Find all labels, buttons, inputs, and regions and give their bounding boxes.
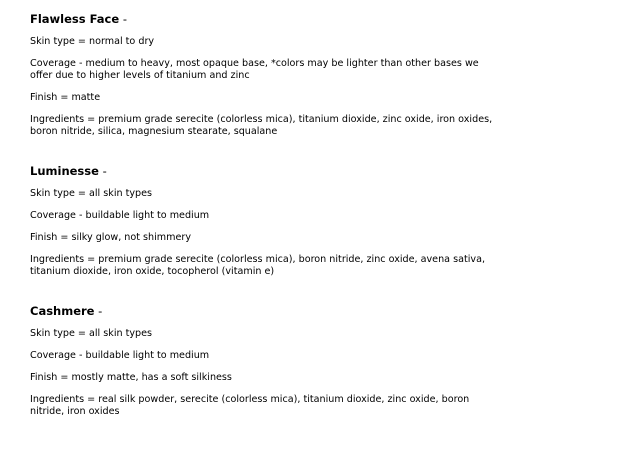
- finish-text: Finish = mostly matte, has a soft silkiness: [30, 372, 232, 383]
- section-title-dash: -: [119, 12, 127, 26]
- section-title: Luminesse: [30, 164, 99, 178]
- skin-type-text: Skin type = all skin types: [30, 328, 153, 339]
- ingredients-text: Ingredients = real silk powder, serecite (colorless mica), titanium dioxide, zinc oxide, boron nitride, iron oxides: [30, 394, 470, 417]
- skin-type-text: Skin type = normal to dry: [30, 36, 155, 47]
- skin-type-text: Skin type = all skin types: [30, 188, 153, 199]
- finish-text: Finish = silky glow, not shimmery: [30, 232, 192, 243]
- coverage-text: Coverage - buildable light to medium: [30, 210, 210, 221]
- section-title: Flawless Face: [30, 12, 120, 26]
- section-luminesse: [30, 163, 610, 278]
- section-flawless-face: [30, 11, 610, 138]
- coverage-text: Coverage - medium to heavy, most opaque base, *colors may be lighter than other bases we offer due to higher levels of titanium and zinc: [30, 58, 479, 81]
- section-cashmere: [30, 303, 610, 418]
- document-body: [30, 11, 610, 428]
- section-heading: [30, 163, 610, 179]
- section-title-dash: -: [94, 304, 103, 318]
- section-heading: [30, 303, 610, 319]
- section-heading: [30, 11, 610, 27]
- finish-text: Finish = matte: [30, 92, 101, 103]
- ingredients-text: Ingredients = premium grade serecite (colorless mica), boron nitride, zinc oxide, avena sativa, titanium dioxide, iron oxide, tocopherol (vitamin e): [30, 254, 486, 277]
- ingredients-text: Ingredients = premium grade serecite (colorless mica), titanium dioxide, zinc oxide, iron oxides, boron nitride, silica, magnesium stearate, squalane: [30, 114, 493, 137]
- section-title-dash: -: [98, 164, 107, 178]
- coverage-text: Coverage - buildable light to medium: [30, 350, 210, 361]
- section-title: Cashmere: [30, 304, 95, 318]
